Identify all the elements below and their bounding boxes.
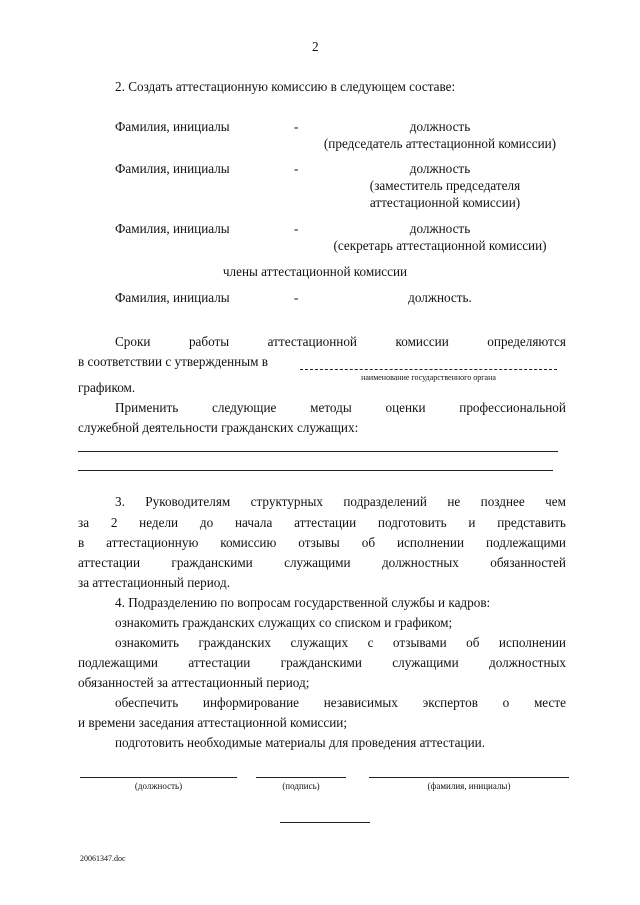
word: и [468,515,476,530]
word: должностных [381,555,459,570]
item-3-line-5: за аттестационный период. [78,575,231,590]
member-2-name: Фамилия, инициалы [115,161,230,176]
methods-line-1 [115,401,566,414]
member-3-dash: - [294,221,299,236]
word: аттестации [188,655,251,670]
word: месте [533,695,566,710]
word: недели [139,515,179,530]
item-4-point-4: подготовить необходимые материалы для проведения аттестации. [115,735,485,750]
word: экспертов [422,695,478,710]
member-last-position: должность. [408,290,472,305]
item-4-point-2-line-1 [115,636,566,649]
word: независимых [323,695,398,710]
word: подготовить [377,515,447,530]
item-4-point-3-line-1 [115,696,566,709]
word: отзывы [298,535,340,550]
member-3-position: должность [409,221,471,236]
word: гражданскими [280,655,362,670]
member-1-name: Фамилия, инициалы [115,119,230,134]
word: аттестационной [267,334,357,349]
word: аттестационную [106,535,199,550]
word: должностных [489,655,566,670]
member-last-name: Фамилия, инициалы [115,290,230,305]
word: профессиональной [459,400,566,415]
member-2-dash: - [294,161,299,176]
word: позднее [480,494,525,509]
item-4-heading: 4. Подразделению по вопросам государственной службы и кадров: [115,595,491,610]
word: о [502,695,510,710]
methods-blank-line-1 [78,451,558,452]
word: до [199,515,214,530]
word: отзывами [392,635,447,650]
item-3-line-3 [78,536,566,549]
word: подлежащими [78,655,158,670]
member-1-role: (председатель аттестационной комиссии) [323,136,557,151]
member-2-role-line-2: аттестационной комиссии) [369,195,521,210]
position-signature-line [80,777,237,778]
members-heading: члены аттестационной комиссии [222,264,408,279]
word: представить [497,515,566,530]
word: обязанностей [490,555,566,570]
word: комиссию [220,535,277,550]
word: работы [188,334,230,349]
member-2-role-line-1: (заместитель председателя [369,178,521,193]
word: об [466,635,480,650]
item-3-line-1 [115,495,566,508]
word: Сроки [115,334,151,349]
word: об [361,535,376,550]
word: 2 [110,515,118,530]
word: информирование [202,695,300,710]
signature-caption: (подпись) [282,781,320,791]
word: гражданских [198,635,271,650]
word: оценки [385,400,426,415]
word: с [367,635,374,650]
item-4-point-2-line-3: обязанностей за аттестационный период; [78,675,310,690]
agency-name-blank [300,369,557,370]
word: структурных [250,494,323,509]
methods-line-2: служебной деятельности гражданских служащих: [78,420,359,435]
word: аттестации [294,515,357,530]
word: подразделений [343,494,427,509]
member-3-role: (секретарь аттестационной комиссии) [333,238,547,253]
item-4-point-2-line-2 [78,656,566,669]
word: Применить [115,400,179,415]
item-4-point-3-line-2: и времени заседания аттестационной комиссии; [78,715,348,730]
word: служащими [284,555,351,570]
word: исполнении [498,635,566,650]
word: в [78,535,85,550]
footer-file-code: 20061347.doc [80,854,126,863]
word: ознакомить [115,635,179,650]
terms-line-3: графиком. [78,380,136,395]
member-3-name: Фамилия, инициалы [115,221,230,236]
name-caption: (фамилия, инициалы) [427,781,511,791]
item-4-point-1: ознакомить гражданских служащих со списком и графиком; [115,615,453,630]
name-signature-line [369,777,569,778]
word: за [78,515,90,530]
word: исполнении [396,535,465,550]
terms-line-1 [115,335,566,348]
word: служащих [290,635,349,650]
word: Руководителям [145,494,231,509]
position-caption: (должность) [134,781,183,791]
item-3-line-4 [78,556,566,569]
word: не [447,494,461,509]
item-3-line-2 [78,516,566,529]
signature-line [256,777,346,778]
methods-blank-line-2 [78,470,553,471]
word: комиссии [395,334,449,349]
word: обеспечить [115,695,179,710]
member-2-position: должность [409,161,471,176]
item-2-heading: 2. Создать аттестационную комиссию в следующем составе: [115,79,456,94]
word: 3. [115,494,125,509]
word: чем [545,494,566,509]
word: гражданскими [171,555,253,570]
member-1-dash: - [294,119,299,134]
terms-line-2: в соответствии с утвержденным в [78,354,268,369]
word: аттестации [78,555,141,570]
word: следующие [212,400,277,415]
word: определяются [487,334,566,349]
page-number: 2 [312,39,319,54]
closing-separator-line [280,822,370,823]
word: методы [310,400,352,415]
word: начала [234,515,273,530]
word: подлежащими [485,535,566,550]
member-1-position: должность [409,119,471,134]
member-last-dash: - [294,290,299,305]
agency-name-caption: наименование государственного органа [361,373,496,382]
word: служащими [392,655,459,670]
